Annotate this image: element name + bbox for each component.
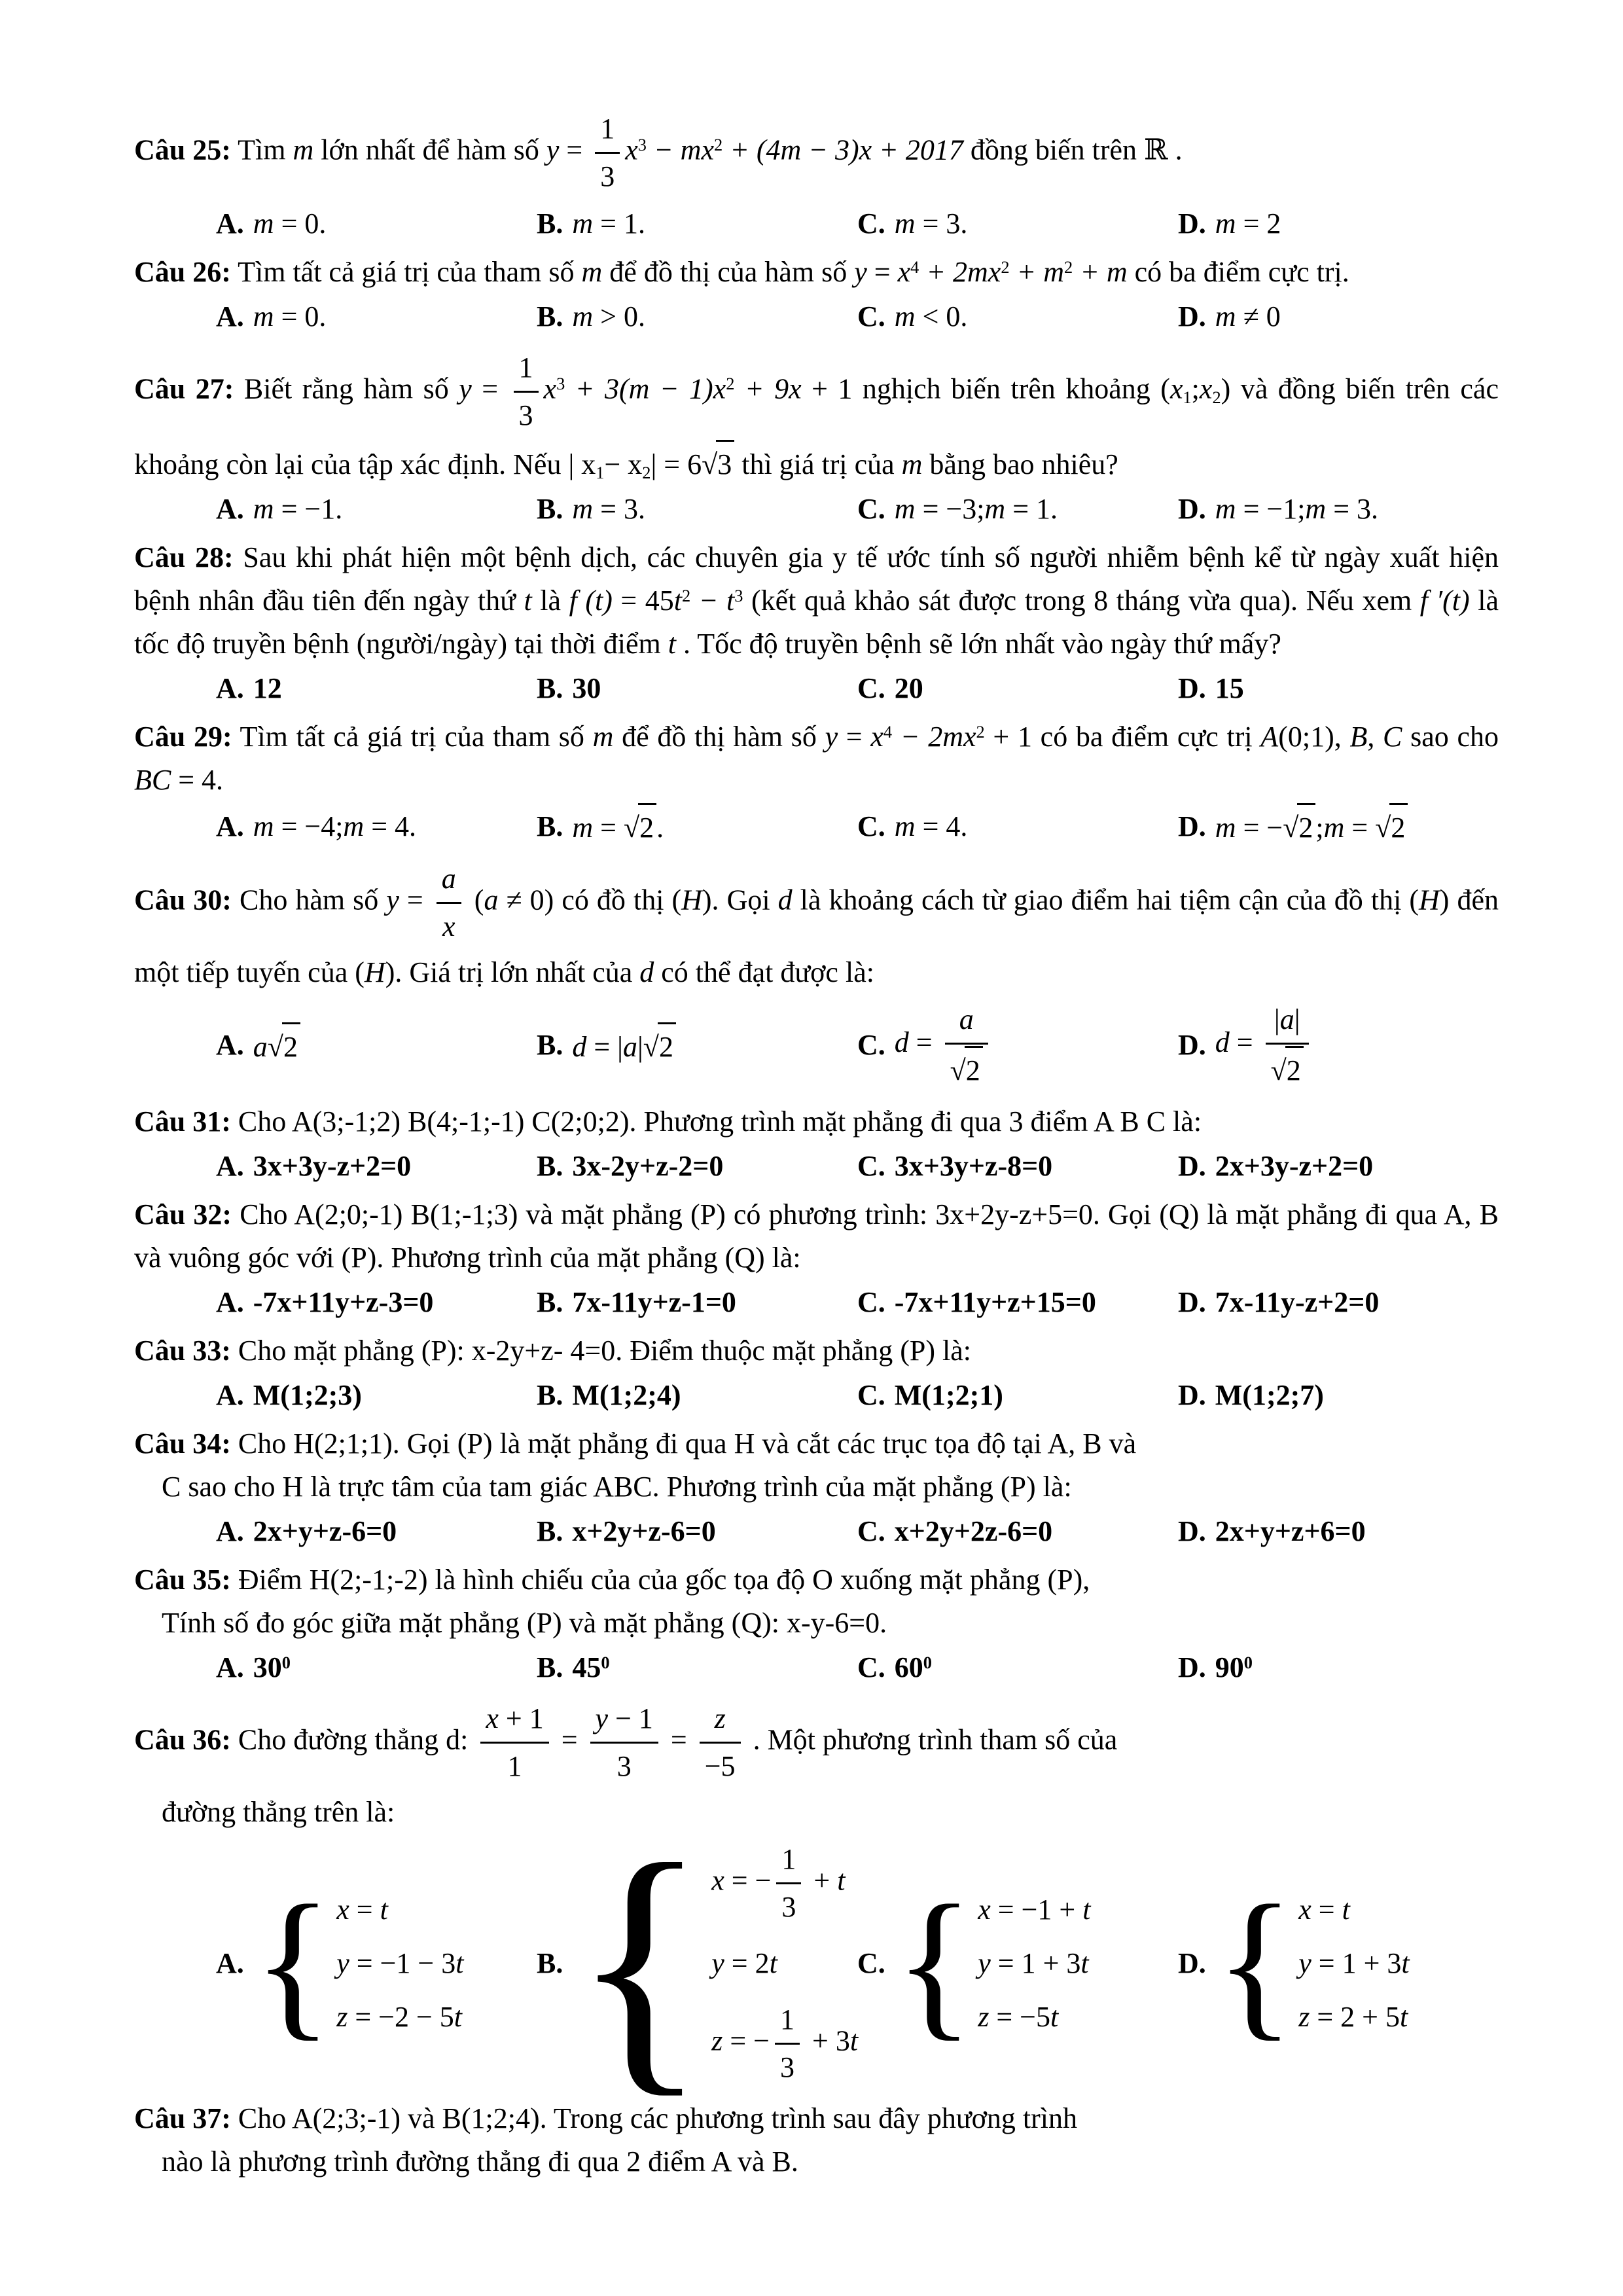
option-value: 3x+3y-z+2=0	[253, 1150, 412, 1182]
option-value: $30^0$	[253, 1651, 291, 1683]
option-letter: D.	[1178, 493, 1206, 525]
question-25-option-B	[537, 202, 857, 245]
option-letter: C.	[857, 1379, 885, 1411]
option-letter: D.	[1178, 672, 1206, 704]
option-value: m = 3.	[894, 207, 968, 240]
question-26-option-C	[857, 295, 1178, 338]
option-value: d = |a|√2	[572, 1022, 676, 1069]
fraction: $\frac{1}{3}$	[776, 1838, 801, 1929]
question-29-option-A	[216, 805, 537, 848]
option-value: m = 1.	[572, 207, 645, 240]
question-32-options	[134, 1281, 1499, 1324]
option-letter: D.	[1178, 1150, 1206, 1182]
option-value: x+2y+z-6=0	[572, 1515, 716, 1547]
question-37-label: Câu 37:	[134, 2102, 231, 2134]
fraction: $\frac{a}{√2}$	[945, 998, 988, 1092]
question-31-option-B	[537, 1145, 857, 1188]
option-letter: C.	[857, 672, 885, 704]
question-28-option-C	[857, 667, 1178, 710]
question-37	[134, 2097, 1499, 2183]
square-root: √2	[1271, 1046, 1304, 1092]
option-letter: B.	[537, 300, 563, 332]
option-value: m < 0.	[894, 300, 968, 332]
equation-system: { x = − $\frac{1}{3}$ + t y = 2t z = − $\frac{1}{3}$ + 3t	[572, 1806, 859, 2119]
option-value: m = 2	[1215, 207, 1281, 240]
question-28-option-B	[537, 667, 857, 710]
option-letter: C.	[857, 1515, 885, 1547]
question-32-text: Câu 32: Cho A(2;0;-1) B(1;-1;3) và mặt phẳng (P) có phương trình: 3x+2y-z+5=0. Gọi (Q) là mặt phẳng đi qua A, B và vuông góc với (P). Phương trình của mặt phẳng (Q) là:	[134, 1198, 1499, 1274]
square-root: √2	[268, 1022, 300, 1069]
question-30-option-D	[1178, 996, 1499, 1095]
equation-system: { x = t y = −1 − 3t z = −2 − 5t	[253, 1871, 464, 2055]
option-letter: A.	[216, 493, 244, 525]
option-value: m = 0.	[253, 207, 327, 240]
left-brace: {	[572, 1806, 708, 2119]
question-29-label: Câu 29:	[134, 721, 232, 753]
question-30-label: Câu 30:	[134, 884, 232, 916]
equation-system: { x = −1 + t y = 1 + 3t z = −5t	[894, 1871, 1091, 2055]
question-35-text: Tính số đo góc giữa mặt phẳng (P) và mặt phẳng (Q): x-y-6=0.	[162, 1607, 887, 1639]
square-root: √3	[702, 440, 734, 486]
question-32-option-B	[537, 1281, 857, 1324]
question-27-option-A	[216, 488, 537, 531]
square-root: √2	[1283, 803, 1315, 850]
question-28-options	[134, 667, 1499, 710]
option-letter: A.	[216, 1286, 244, 1318]
option-letter: B.	[537, 1947, 563, 1979]
question-29-option-B	[537, 803, 857, 850]
question-30	[134, 855, 1499, 1095]
question-28-option-D	[1178, 667, 1499, 710]
question-34-option-D	[1178, 1510, 1499, 1553]
option-letter: A.	[216, 1029, 244, 1061]
question-35-option-A	[216, 1646, 537, 1689]
option-value: 15	[1215, 672, 1244, 704]
left-brace: {	[1215, 1871, 1295, 2055]
question-28-label: Câu 28:	[134, 541, 234, 573]
question-32-option-A	[216, 1281, 537, 1324]
square-root: √2	[624, 803, 656, 850]
question-33-options	[134, 1374, 1499, 1417]
option-value: 3x+3y+z-8=0	[894, 1150, 1053, 1182]
option-letter: C.	[857, 1286, 885, 1318]
option-value	[572, 1806, 859, 2119]
question-34-options	[134, 1510, 1499, 1553]
fraction: $\frac{1}{3}$	[514, 346, 539, 437]
fraction: $\frac{z}{-5}$	[700, 1697, 741, 1788]
option-letter: B.	[537, 493, 563, 525]
question-26-options	[134, 295, 1499, 338]
question-33	[134, 1329, 1499, 1417]
option-letter: C.	[857, 207, 885, 240]
option-letter: D.	[1178, 810, 1206, 842]
option-value: 30	[572, 672, 601, 704]
option-value: x+2y+2z-6=0	[894, 1515, 1053, 1547]
question-36-option-B	[537, 1806, 859, 2119]
option-value: -7x+11y+z+15=0	[894, 1286, 1096, 1318]
option-letter: D.	[1178, 1651, 1206, 1683]
question-30-option-B	[537, 1022, 857, 1069]
option-letter: B.	[537, 1515, 563, 1547]
option-letter: B.	[537, 1379, 563, 1411]
option-value: 20	[894, 672, 923, 704]
option-letter: A.	[216, 300, 244, 332]
question-35	[134, 1558, 1499, 1689]
option-letter: A.	[216, 207, 244, 240]
fraction: $\frac{y - 1}{3}$	[590, 1697, 658, 1788]
question-35-options	[134, 1646, 1499, 1689]
option-value: 3x-2y+z-2=0	[572, 1150, 724, 1182]
question-30-option-A	[216, 1022, 537, 1069]
question-27-option-D	[1178, 488, 1499, 531]
option-letter: A.	[216, 1515, 244, 1547]
question-36-option-A	[216, 1871, 537, 2055]
option-letter: B.	[537, 1029, 563, 1061]
option-value: m = −√2;m = √2	[1215, 803, 1408, 850]
question-29-option-D	[1178, 803, 1499, 850]
option-letter: C.	[857, 300, 885, 332]
question-25-option-D	[1178, 202, 1499, 245]
option-letter: B.	[537, 207, 563, 240]
option-value: M(1;2;3)	[253, 1379, 362, 1411]
option-value: m = −1.	[253, 493, 343, 525]
square-root: √2	[950, 1046, 983, 1092]
question-31-option-D	[1178, 1145, 1499, 1188]
question-35-option-C	[857, 1646, 1178, 1689]
question-37-text: Câu 37: Cho A(2;3;-1) và B(1;2;4). Trong các phương trình sau đây phương trình	[134, 2102, 1078, 2134]
left-brace: {	[894, 1871, 974, 2055]
question-30-option-C	[857, 996, 1178, 1095]
left-brace: {	[253, 1871, 333, 2055]
option-value: 2x+y+z+6=0	[1215, 1515, 1366, 1547]
equation-system: { x = t y = 1 + 3t z = 2 + 5t	[1215, 1871, 1410, 2055]
option-value: 12	[253, 672, 282, 704]
option-letter: A.	[216, 1150, 244, 1182]
question-26-text: Câu 26: Tìm tất cả giá trị của tham số m để đồ thị của hàm số $y = x^4 + 2mx^2 + m^2 + m$ có ba điểm cực trị.	[134, 256, 1349, 288]
question-28	[134, 536, 1499, 710]
option-value: m = −3;m = 1.	[894, 493, 1058, 525]
question-36-text: Câu 36: Cho đường thẳng d: $\frac{x + 1}{1}$ = $\frac{y - 1}{3}$ = $\frac{z}{-5}$ . Một phương trình tham số của	[134, 1695, 1499, 1791]
question-27-option-B	[537, 488, 857, 531]
question-26-option-D	[1178, 295, 1499, 338]
question-27-text: Câu 27: Biết rằng hàm số y = $\frac{1}{3}$ $x^3 + 3(m - 1)x^2 + 9x + 1$ nghịch biến trên khoảng $(x_1;x_2)$ và đồng biến trên các khoảng còn lại của tập xác định. Nếu | $x_1- x_2| = 6√3$ thì giá trị của m bằng bao nhiêu?	[134, 344, 1499, 486]
question-34-option-C	[857, 1510, 1178, 1553]
question-31-text: Câu 31: Cho A(3;-1;2) B(4;-1;-1) C(2;0;2). Phương trình mặt phẳng đi qua 3 điểm A B C là:	[134, 1105, 1202, 1138]
option-value: m = 0.	[253, 300, 327, 332]
fraction: $\frac{1}{3}$	[595, 107, 620, 198]
question-35-option-B	[537, 1646, 857, 1689]
option-letter: A.	[216, 810, 244, 842]
option-letter: B.	[537, 672, 563, 704]
question-27	[134, 344, 1499, 531]
question-32-option-D	[1178, 1281, 1499, 1324]
question-34-label: Câu 34:	[134, 1427, 231, 1460]
question-35-label: Câu 35:	[134, 1564, 231, 1596]
question-34-text: C sao cho H là trực tâm của tam giác ABC. Phương trình của mặt phẳng (P) là:	[162, 1471, 1072, 1503]
option-letter: D.	[1178, 1029, 1206, 1061]
question-29-options	[134, 803, 1499, 850]
option-letter: C.	[857, 1651, 885, 1683]
question-33-option-D	[1178, 1374, 1499, 1417]
question-32	[134, 1193, 1499, 1324]
question-33-option-B	[537, 1374, 857, 1417]
question-34-text: Câu 34: Cho H(2;1;1). Gọi (P) là mặt phẳng đi qua H và cắt các trục tọa độ tại A, B và	[134, 1427, 1137, 1460]
question-35-text: Câu 35: Điểm H(2;-1;-2) là hình chiếu của của gốc tọa độ O xuống mặt phẳng (P),	[134, 1564, 1090, 1596]
question-36-option-D	[1178, 1871, 1499, 2055]
option-letter: D.	[1178, 207, 1206, 240]
option-value: d = $\frac{a}{√2}$	[895, 996, 993, 1095]
question-29-text: Câu 29: Tìm tất cả giá trị của tham số m để đồ thị hàm số $y = x^4 - 2mx^2 + 1$ có ba điểm cực trị A(0;1), B, C sao cho BC = 4.	[134, 721, 1499, 796]
option-letter: B.	[537, 1651, 563, 1683]
option-value: m = −4;m = 4.	[253, 810, 417, 842]
fraction: $\frac{x + 1}{1}$	[480, 1697, 548, 1788]
option-letter: C.	[857, 493, 885, 525]
option-value: $90^0$	[1215, 1651, 1253, 1683]
question-31-options	[134, 1145, 1499, 1188]
question-27-options	[134, 488, 1499, 531]
option-value: a√2	[253, 1022, 300, 1069]
question-27-label: Câu 27:	[134, 372, 234, 405]
question-31-option-A	[216, 1145, 537, 1188]
option-letter: A.	[216, 1379, 244, 1411]
question-34-option-B	[537, 1510, 857, 1553]
question-35-option-D	[1178, 1646, 1499, 1689]
question-31	[134, 1100, 1499, 1188]
question-25-text: Câu 25: Tìm m lớn nhất để hàm số y = $\frac{1}{3}$ $x^3 - mx^2 + (4m - 3)x + 2017$ đồng biến trên ℝ .	[134, 105, 1499, 201]
question-29-option-C	[857, 805, 1178, 848]
option-letter: D.	[1178, 1515, 1206, 1547]
question-36-option-C	[857, 1871, 1178, 2055]
option-letter: C.	[857, 810, 885, 842]
option-letter: D.	[1178, 1947, 1206, 1979]
square-root: √2	[1375, 803, 1408, 850]
question-30-options	[134, 996, 1499, 1095]
option-value	[253, 1871, 464, 2055]
question-36-text: đường thẳng trên là:	[162, 1796, 395, 1828]
question-26-option-B	[537, 295, 857, 338]
option-value: M(1;2;4)	[572, 1379, 681, 1411]
question-33-label: Câu 33:	[134, 1335, 231, 1367]
question-25-option-C	[857, 202, 1178, 245]
option-letter: C.	[857, 1947, 885, 1979]
question-25-option-A	[216, 202, 537, 245]
option-letter: A.	[216, 672, 244, 704]
option-value: $45^0$	[572, 1651, 610, 1683]
option-value: m = 3.	[572, 493, 645, 525]
option-value	[894, 1871, 1091, 2055]
option-letter: D.	[1178, 1286, 1206, 1318]
option-letter: B.	[537, 1286, 563, 1318]
option-value: m = −1;m = 3.	[1215, 493, 1379, 525]
question-27-option-C	[857, 488, 1178, 531]
option-value: M(1;2;1)	[894, 1379, 1003, 1411]
question-30-text: Câu 30: Cho hàm số y = $\frac{a}{x}$ (a ≠ 0) có đồ thị (H). Gọi d là khoảng cách từ giao điểm hai tiệm cận của đồ thị (H) đến một tiếp tuyến của (H). Giá trị lớn nhất của d có thể đạt được là:	[134, 855, 1499, 994]
question-34	[134, 1422, 1499, 1553]
fraction: $\frac{1}{3}$	[775, 1998, 800, 2089]
option-value: 2x+y+z-6=0	[253, 1515, 397, 1547]
fraction: $\frac{a}{x}$	[437, 857, 461, 948]
question-37-text: nào là phương trình đường thẳng đi qua 2 điểm A và B.	[162, 2145, 798, 2178]
question-31-option-C	[857, 1145, 1178, 1188]
option-value: M(1;2;7)	[1215, 1379, 1324, 1411]
option-value: 7x-11y-z+2=0	[1215, 1286, 1380, 1318]
question-28-option-A	[216, 667, 537, 710]
question-31-label: Câu 31:	[134, 1105, 231, 1138]
question-26-label: Câu 26:	[134, 256, 231, 288]
question-33-text: Câu 33: Cho mặt phẳng (P): x-2y+z- 4=0. Điểm thuộc mặt phẳng (P) là:	[134, 1335, 971, 1367]
question-25-label: Câu 25:	[134, 134, 231, 166]
question-34-option-A	[216, 1510, 537, 1553]
option-letter: D.	[1178, 300, 1206, 332]
question-32-option-C	[857, 1281, 1178, 1324]
question-26-option-A	[216, 295, 537, 338]
question-32-label: Câu 32:	[134, 1198, 232, 1230]
option-value: 7x-11y+z-1=0	[572, 1286, 736, 1318]
option-letter: B.	[537, 1150, 563, 1182]
option-value: $60^0$	[894, 1651, 932, 1683]
question-33-option-A	[216, 1374, 537, 1417]
option-value: d = $\frac{|a|}{√2}$	[1215, 996, 1314, 1095]
option-letter: A.	[216, 1651, 244, 1683]
option-value: 2x+3y-z+2=0	[1215, 1150, 1374, 1182]
option-letter: B.	[537, 810, 563, 842]
question-25-options	[134, 202, 1499, 245]
option-value: m > 0.	[572, 300, 645, 332]
questions-container	[134, 105, 1499, 2183]
option-letter: A.	[216, 1947, 244, 1979]
option-letter: C.	[857, 1029, 885, 1061]
option-value: m = √2.	[572, 803, 664, 850]
option-letter: C.	[857, 1150, 885, 1182]
option-letter: D.	[1178, 1379, 1206, 1411]
question-28-text: Câu 28: Sau khi phát hiện một bệnh dịch, các chuyên gia y tế ước tính số người nhiễm bệnh kể từ ngày xuất hiện bệnh nhân đầu tiên đến ngày thứ t là f $(t) = 45t^2 - t^3$ (kết quả khảo sát được trong 8 tháng vừa qua). Nếu xem f ′(t) là tốc độ truyền bệnh (người/ngày) tại thời điểm t . Tốc độ truyền bệnh sẽ lớn nhất vào ngày thứ mấy?	[134, 541, 1499, 660]
option-value: m ≠ 0	[1215, 300, 1281, 332]
question-26	[134, 251, 1499, 338]
question-36-label: Câu 36:	[134, 1723, 231, 1756]
question-29	[134, 715, 1499, 850]
square-root: √2	[643, 1022, 676, 1069]
fraction: $\frac{|a|}{√2}$	[1266, 998, 1309, 1092]
option-value: m = 4.	[894, 810, 968, 842]
option-value: -7x+11y+z-3=0	[253, 1286, 434, 1318]
question-33-option-C	[857, 1374, 1178, 1417]
option-value	[1215, 1871, 1410, 2055]
question-25	[134, 105, 1499, 245]
